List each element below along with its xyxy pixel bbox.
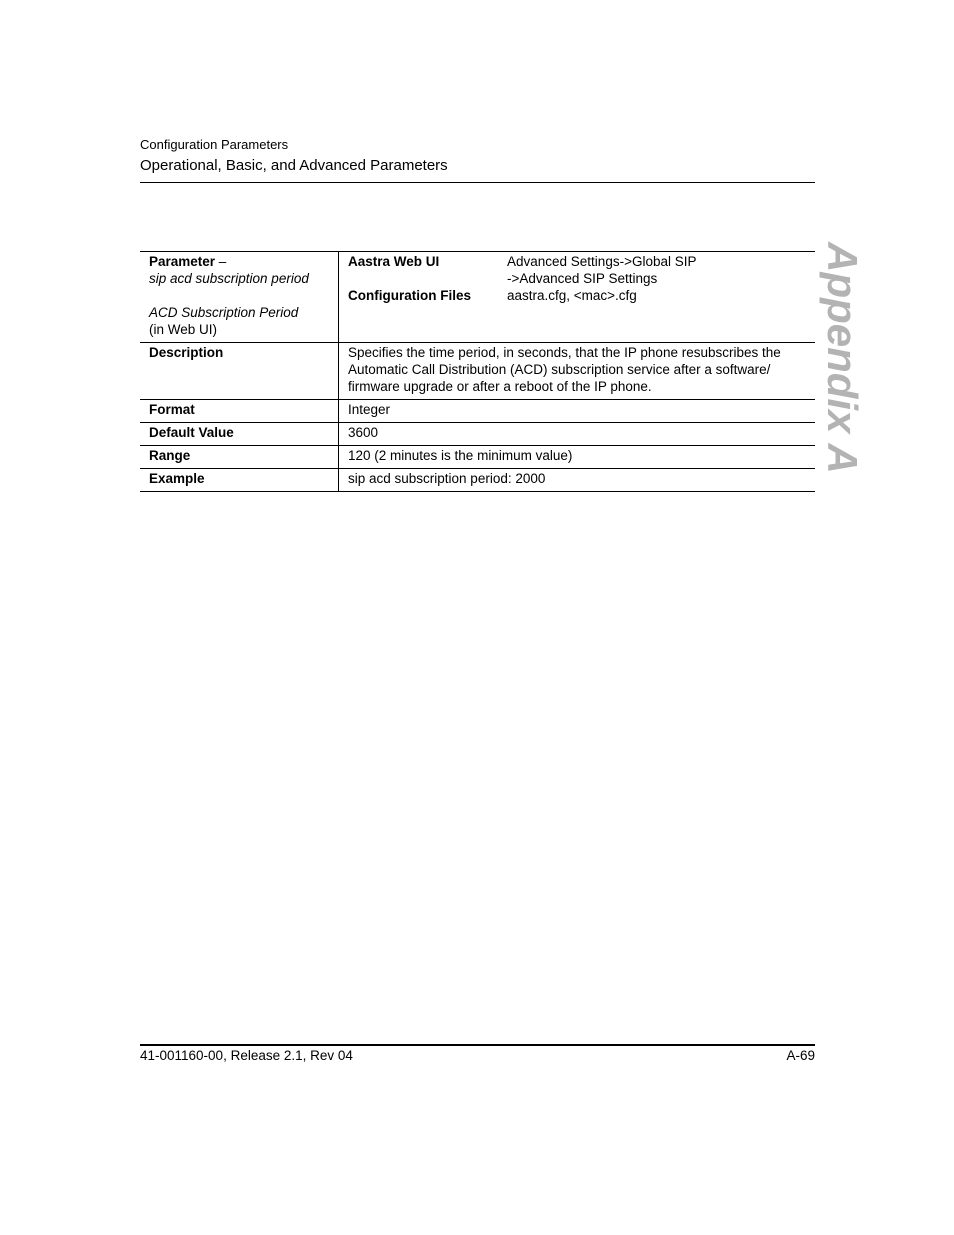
- parameter-cell: [140, 252, 339, 343]
- config-files-label: Configuration Files: [348, 288, 471, 303]
- parameter-label: Parameter: [149, 254, 216, 269]
- running-header-subsection: Operational, Basic, and Advanced Parameters: [140, 157, 448, 174]
- web-ui-suffix: (in Web UI): [149, 322, 218, 337]
- footer-rule: [140, 1044, 815, 1046]
- row-label: Range: [149, 448, 191, 463]
- web-ui-path-line-2: ->Advanced SIP Settings: [507, 271, 658, 286]
- footer-doc-id: 41-001160-00, Release 2.1, Rev 04: [140, 1048, 353, 1063]
- web-ui-label: Aastra Web UI: [348, 254, 440, 269]
- web-ui-parameter-name: ACD Subscription Period: [149, 305, 299, 320]
- table-row-example: [140, 469, 815, 492]
- row-value: 3600: [339, 423, 816, 446]
- row-label: Description: [149, 345, 224, 360]
- row-value: Integer: [339, 400, 816, 423]
- table-row-description: [140, 343, 815, 400]
- web-ui-path-line-1: Advanced Settings->Global SIP: [507, 254, 697, 269]
- header-rule: [140, 182, 815, 183]
- parameter-dash: –: [215, 254, 227, 269]
- footer-page-number: A-69: [786, 1048, 815, 1063]
- row-value: sip acd subscription period: 2000: [339, 469, 816, 492]
- table-row-parameter: [140, 252, 815, 343]
- parameter-name: sip acd subscription period: [149, 271, 309, 286]
- table-row-default-value: [140, 423, 815, 446]
- table-row-range: [140, 446, 815, 469]
- row-label: Format: [149, 402, 195, 417]
- config-files-value: aastra.cfg, <mac>.cfg: [507, 288, 637, 303]
- row-value: Specifies the time period, in seconds, that the IP phone resubscribes the Automatic Call Distribution (ACD) subscription service after a software/ firmware upgrade or after a reboot of the IP phone.: [339, 343, 816, 400]
- row-label: Default Value: [149, 425, 234, 440]
- appendix-side-tab: [819, 241, 866, 474]
- appendix-side-tab-text: Appendix A: [819, 241, 866, 474]
- parameter-table: [140, 251, 815, 492]
- row-value: 120 (2 minutes is the minimum value): [339, 446, 816, 469]
- location-cell: [339, 252, 816, 343]
- running-header-section: Configuration Parameters: [140, 137, 289, 152]
- table-row-format: [140, 400, 815, 423]
- row-label: Example: [149, 471, 205, 486]
